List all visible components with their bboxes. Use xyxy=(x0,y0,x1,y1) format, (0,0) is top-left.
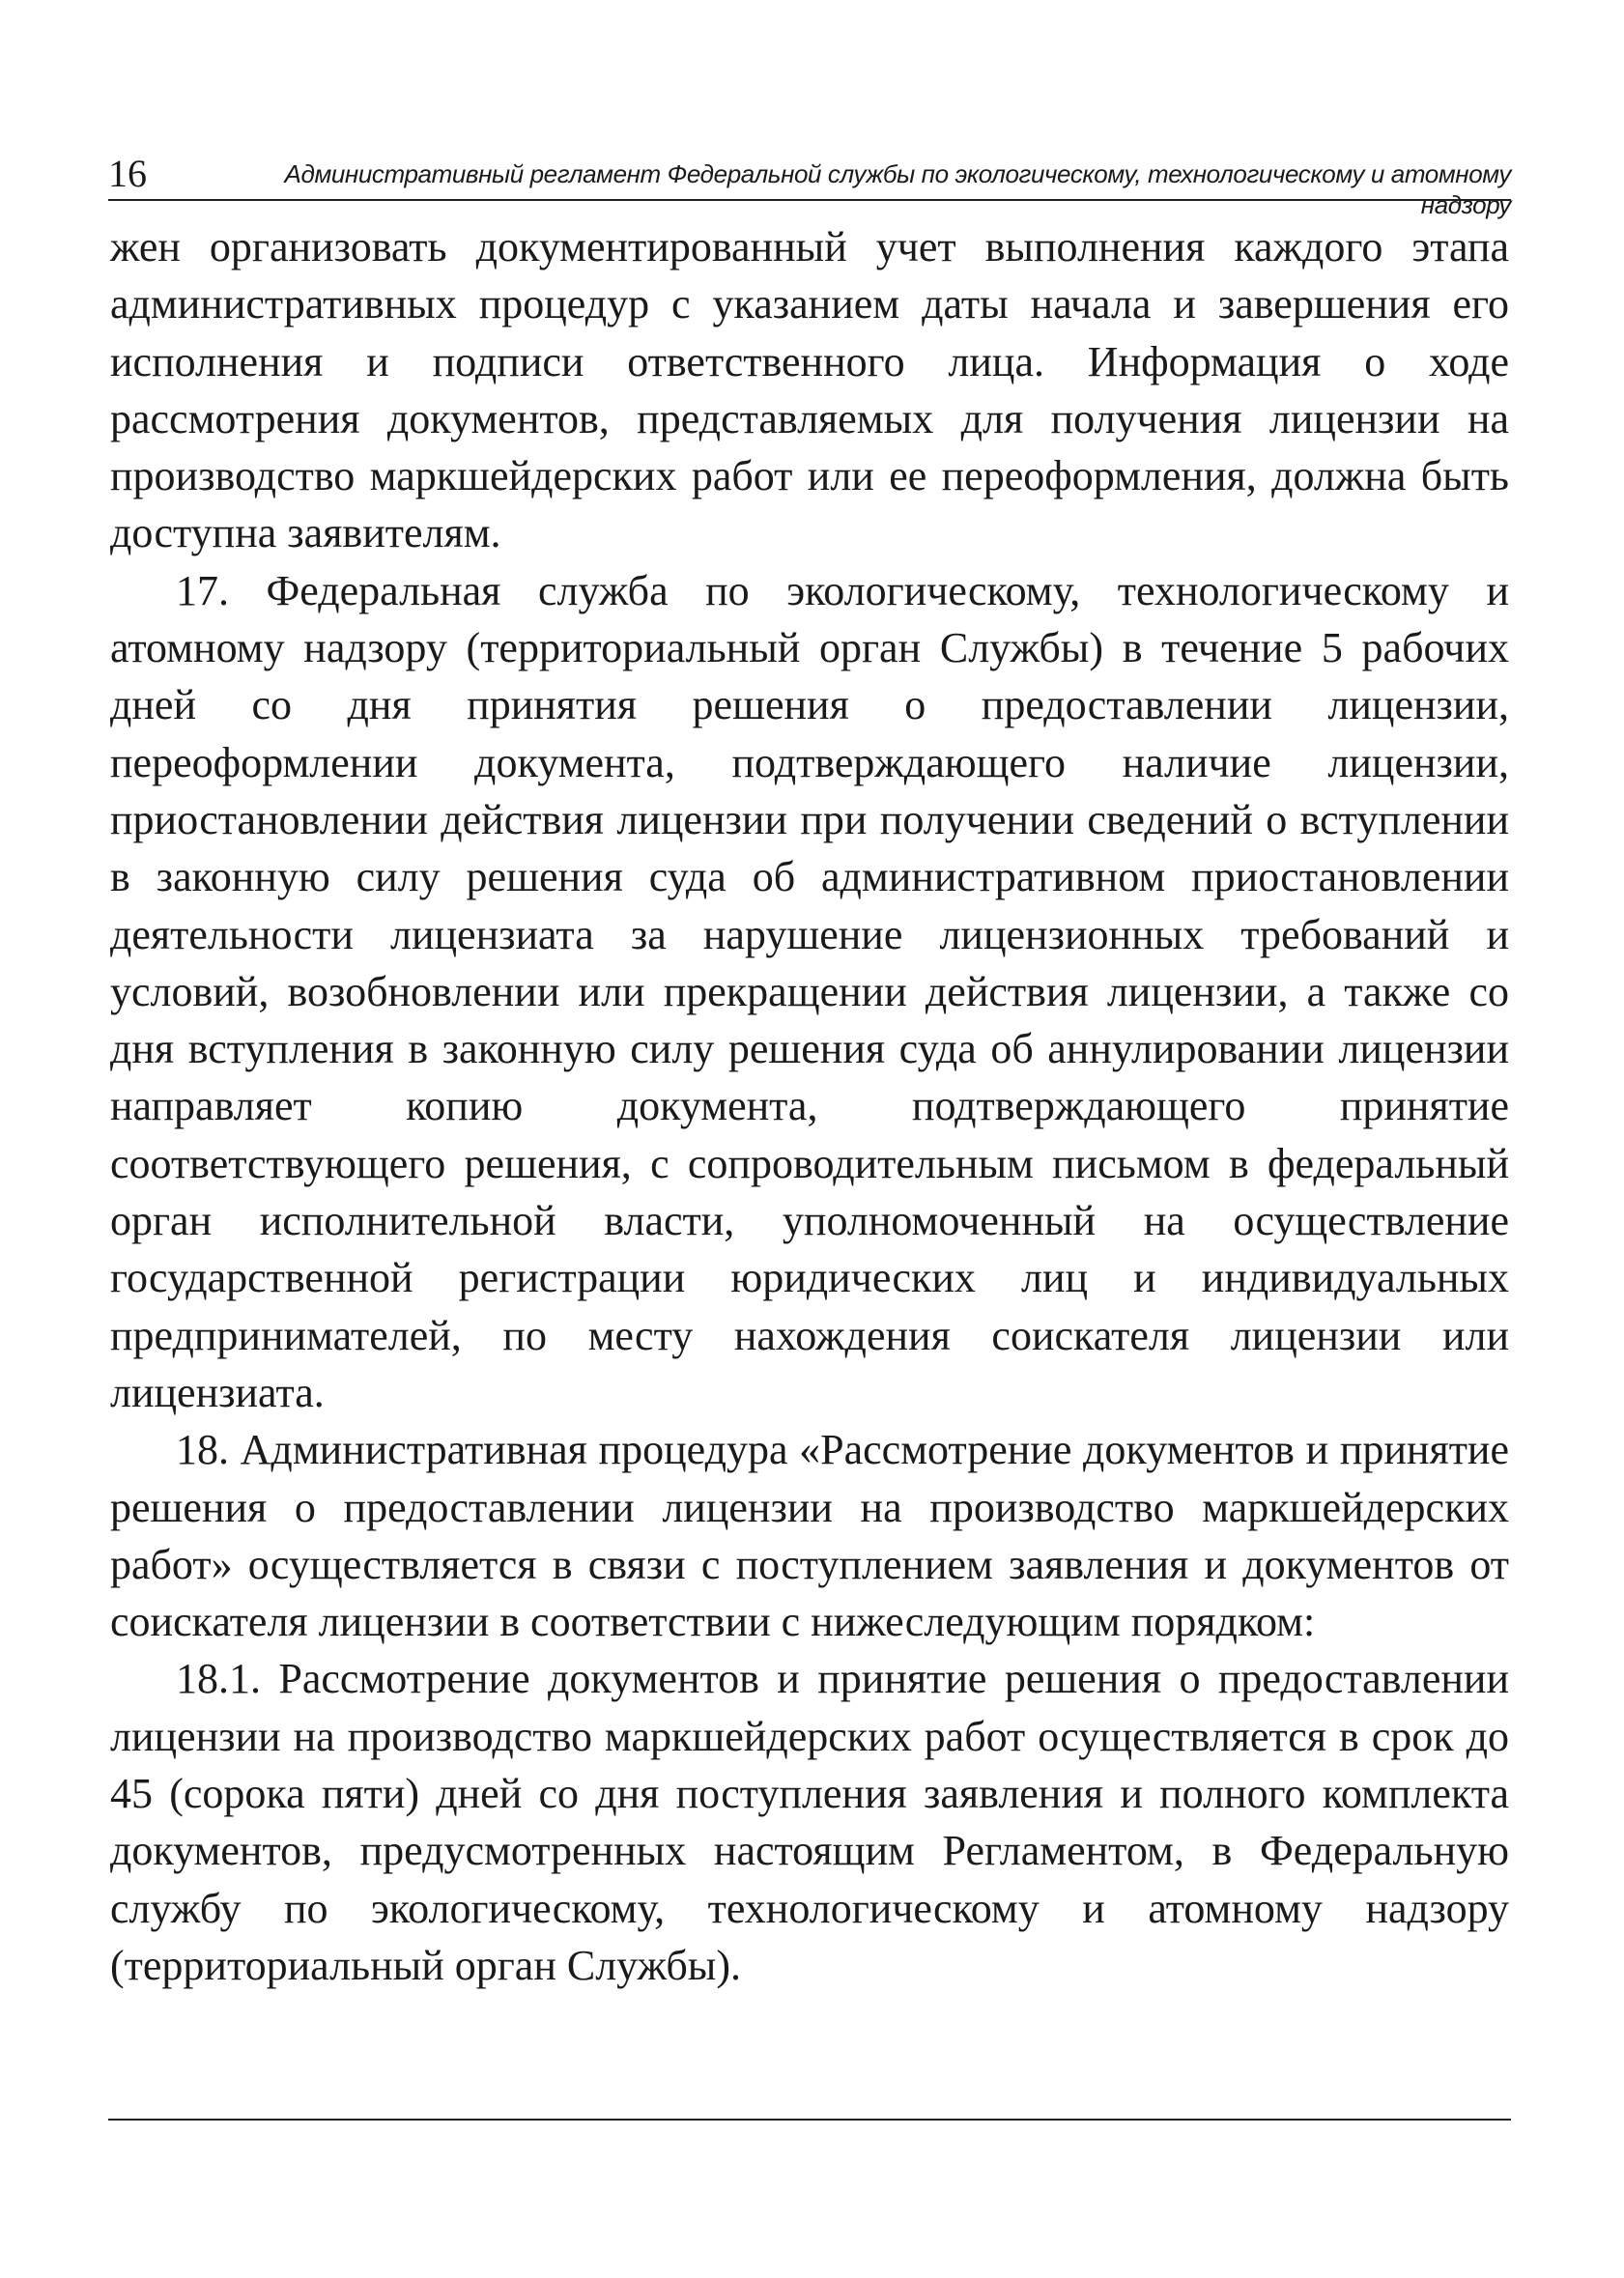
page-number: 16 xyxy=(108,152,147,195)
paragraph-continued: жен организовать документированный учет выполнения каждого этапа административных процедур с указанием даты начала и завершения его исполнения и подписи ответственного лица. Информация о ходе рассмотрения документов, представляемых для получения лицензии на производство маркшейдерских работ или ее переоформления, должна быть доступна заявителям. xyxy=(110,223,1509,557)
paragraph-18-1: 18.1. Рассмотрение документов и принятие решения о предоставлении лицензии на производство маркшейдерских работ осуществляется в срок до 45 (сорока пяти) дней со дня поступления заявления и полного комплекта документов, предусмотренных настоящим Регламентом, в Федеральную службу по экологическому, технологическому и атомному надзору (территориальный орган Службы). xyxy=(110,1655,1509,1989)
document-body xyxy=(110,218,1509,1994)
page-header xyxy=(108,145,1511,219)
footer-divider xyxy=(108,2119,1511,2121)
running-title: Административный регламент Федеральной службы по экологическому, технологическому и атомному надзору xyxy=(284,159,1511,219)
paragraph-17: 17. Федеральная служба по экологическому, технологическому и атомному надзору (территориальный орган Службы) в течение 5 рабочих дней со дня принятия решения о предоставлении лицензии, переоформлении документа, подтверждающего наличие лицензии, приостановлении действия лицензии при получении сведений о вступлении в законную силу решения суда об административном приостановлении деятельности лицензиата за нарушение лицензионных требований и условий, возобновлении или прекращении действия лицензии, а также со дня вступления в законную силу решения суда об аннулировании лицензии направляет копию документа, подтверждающего принятие соответствующего решения, с сопроводительным письмом в федеральный орган исполнительной власти, уполномоченный на осуществление государственной регистрации юридических лиц и индивидуальных предпринимателей, по месту нахождения соискателя лицензии или лицензиата. xyxy=(110,566,1509,1416)
paragraph-18: 18. Административная процедура «Рассмотрение документов и принятие решения о предоставлении лицензии на производство маркшейдерских работ» осуществляется в связи с поступлением заявления и документов от соискателя лицензии в соответствии с нижеследующим порядком: xyxy=(110,1426,1509,1646)
